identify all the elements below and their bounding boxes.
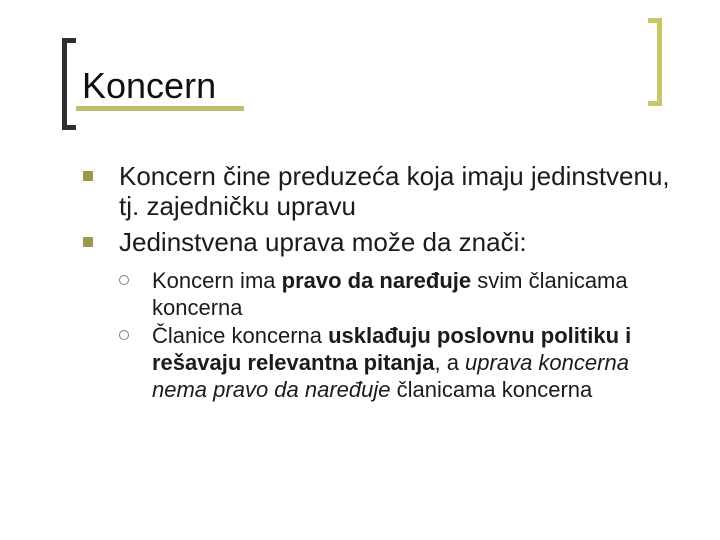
hollow-circle-bullet-icon bbox=[119, 330, 129, 340]
sub-bullet-1-part1: Koncern ima bbox=[152, 268, 282, 293]
sub-bullet-2-bold: usklađuju poslovnu politiku i rešavaju relevantna pitanja bbox=[152, 323, 632, 375]
bullet-text-2: Jedinstvena uprava može da znači: bbox=[119, 227, 527, 257]
sub-bullet-2-part3: članicama koncerna bbox=[390, 377, 593, 402]
sub-bullet-2-part2: , a bbox=[434, 350, 466, 375]
sub-bullet-1-part2: svim članicama koncerna bbox=[152, 268, 628, 320]
sub-bullet-2-italic: uprava koncerna nema pravo da naređuje bbox=[152, 350, 629, 402]
hollow-circle-bullet-icon bbox=[119, 275, 129, 285]
square-bullet-icon bbox=[83, 237, 93, 247]
sub-bullet-list bbox=[119, 267, 682, 403]
sub-bullet-item-2 bbox=[119, 322, 672, 403]
bullet-item-2 bbox=[82, 227, 682, 257]
bullet-item-1 bbox=[82, 161, 682, 221]
bullet-text-1: Koncern čine preduzeća koja imaju jedinstvenu, tj. zajedničku upravu bbox=[119, 161, 670, 221]
slide-title: Koncern bbox=[82, 65, 217, 106]
square-bullet-icon bbox=[83, 171, 93, 181]
slide-content bbox=[82, 161, 682, 404]
sub-bullet-item-1 bbox=[119, 267, 672, 321]
right-bracket-decoration bbox=[648, 18, 662, 106]
title-underline-accent bbox=[76, 106, 244, 111]
left-bracket-decoration bbox=[62, 38, 76, 130]
sub-bullet-2-part1: Članice koncerna bbox=[152, 323, 329, 348]
sub-bullet-1-bold: pravo da naređuje bbox=[281, 268, 472, 293]
